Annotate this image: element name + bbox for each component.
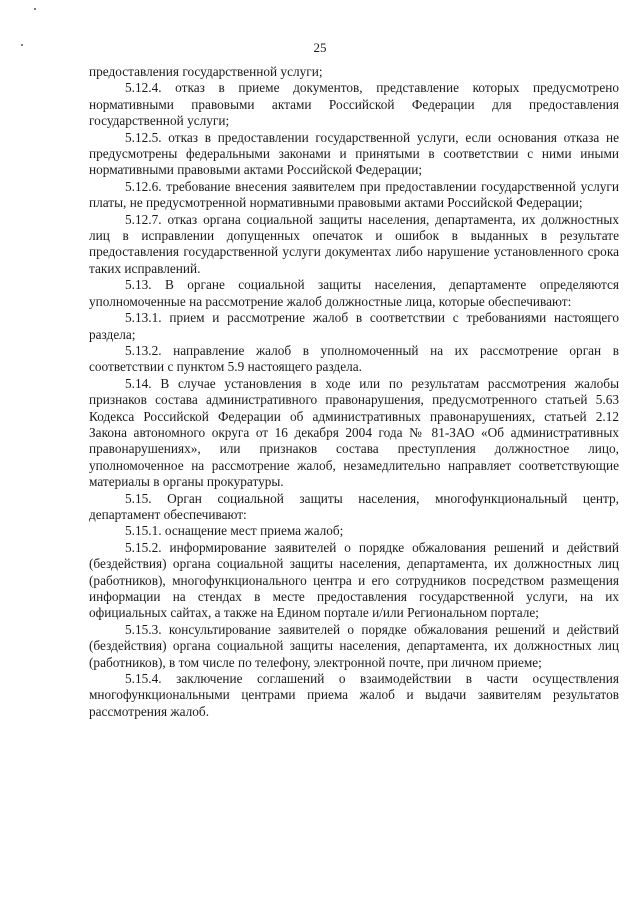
paragraph-continuation: предоставления государственной услуги; [89, 64, 323, 79]
paragraph-5-13-2: 5.13.2. направление жалоб в уполномоченный на их рассмотрение орган в соответствии с пунктом 5.9 настоящего раздела. [89, 342, 619, 375]
paragraph-5-13-1: 5.13.1. прием и рассмотрение жалоб в соответствии с требованиями настоящего раздела; [89, 310, 619, 342]
paragraph-5-13: 5.13. В органе социальной защиты населения, департаменте определяются уполномоченные на рассмотрение жалоб должностные лица, которые обеспечивают: [89, 277, 619, 309]
paragraph-5-12-7: 5.12.7. отказ органа социальной защиты населения, департамента, их должностных лиц в исправлении допущенных опечаток и ошибок в выданных в результате предоставления государственной услуги документах либо нарушение установленного срока таких исправлений. [89, 211, 619, 276]
paragraph-5-15-3: 5.15.3. консультирование заявителей о порядке обжалования решений и действий (бездействия) органа социальной защиты населения, департамента, их должностных лиц (работников), в том числе по телефону, электронной почте, при личном приеме; [89, 621, 619, 670]
paragraph-5-15: 5.15. Орган социальной защиты населения, многофункциональный центр, департамент обеспечивают: [89, 490, 619, 522]
paragraph-5-15-2: 5.15.2. информирование заявителей о порядке обжалования решений и действий (бездействия) органа социальной защиты населения, департамента, их должностных лиц (работников), многофункционального центра и его сотрудников посредством размещения информации на стендах в месте предоставления государственной услуги, на их официальных сайтах, а также на Едином портале и/или Региональном портале; [89, 539, 619, 621]
paragraph-5-12-6: 5.12.6. требование внесения заявителем при предоставлении государственной услуги платы, не предусмотренной нормативными правовыми актами Российской Федерации; [89, 178, 619, 211]
paragraph-5-15-4: 5.15.4. заключение соглашений о взаимодействии в части осуществления многофункциональными центрами приема жалоб и выдачи заявителям результатов рассмотрения жалоб. [89, 671, 619, 719]
paragraph-5-14: 5.14. В случае установления в ходе или по результатам рассмотрения жалобы признаков состава административного правонарушения, предусмотренного статьей 5.63 Кодекса Российской Федерации об административных правонарушениях, статьей 2.12 Закона автономного округа от 16 декабря 2004 года № 81-ЗАО «Об административных правонарушениях», или признаков состава преступления должностное лицо, уполномоченное на рассмотрение жалоб, незамедлительно направляет соответствующие материалы в органы прокуратуры. [89, 375, 619, 490]
scan-speck [34, 8, 36, 10]
paragraph-5-12-5: 5.12.5. отказ в предоставлении государственной услуги, если основания отказа не предусмотрены федеральными законами и принятыми в соответствии с ними иными нормативными правовыми актами Российской Федерации; [89, 129, 619, 178]
paragraph-5-15-1: 5.15.1. оснащение мест приема жалоб; [125, 523, 344, 539]
page-number: 25 [313, 40, 327, 55]
document-body [89, 64, 619, 720]
paragraph-5-12-4: 5.12.4. отказ в приеме документов, представление которых предусмотрено нормативными правовыми актами Российской Федерации для предоставления государственной услуги; [89, 80, 619, 129]
